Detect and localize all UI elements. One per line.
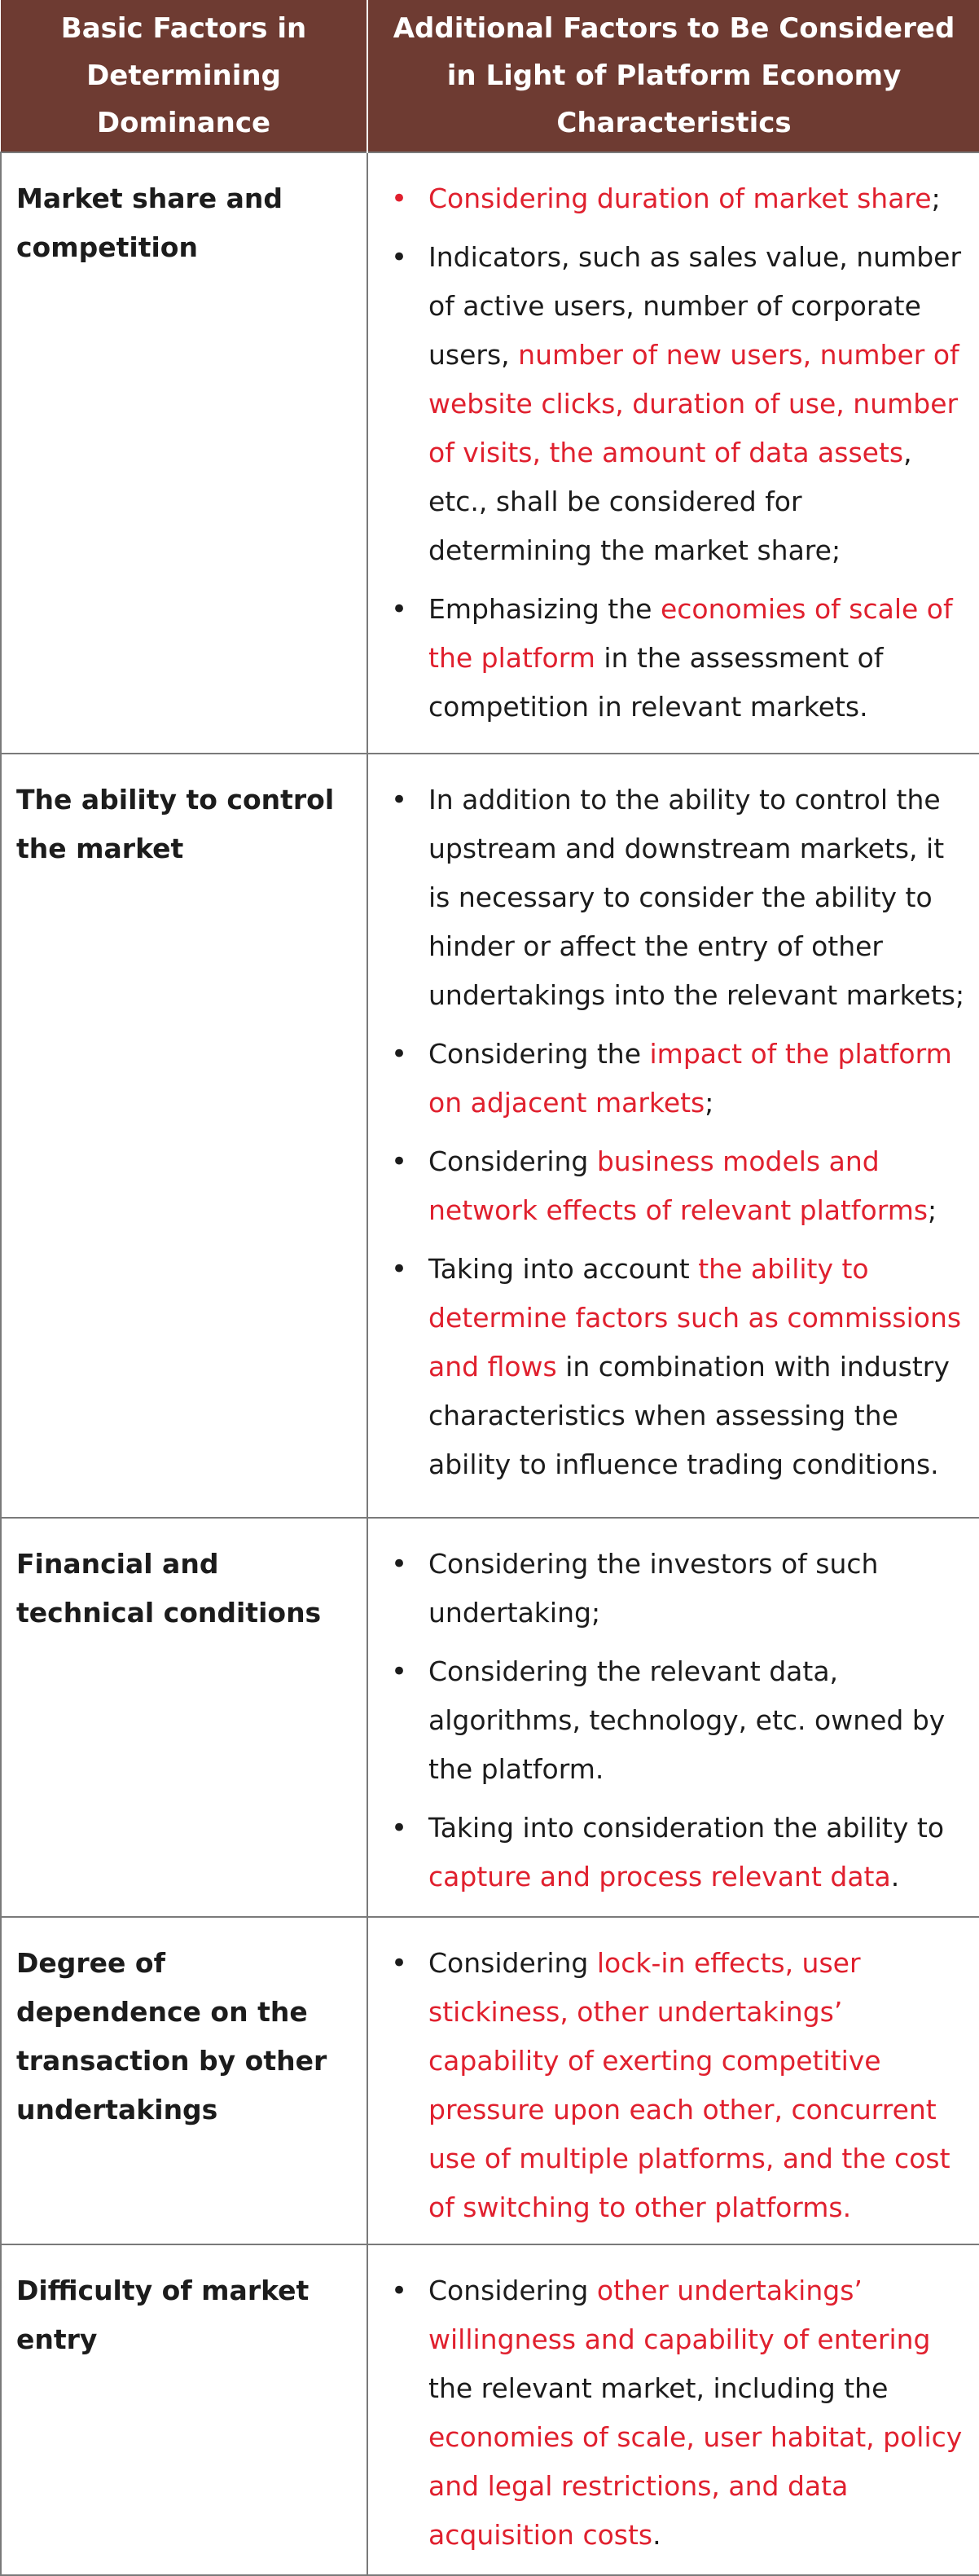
highlighted-text: business models and network effects of relevant platforms: [428, 1145, 929, 1226]
table-row: [1, 1518, 979, 1917]
table-row: [1, 1917, 979, 2244]
list-item: [368, 1540, 968, 1637]
bullet-icon: •: [390, 1812, 408, 1844]
item-text: in combination with industry characteristics when assessing the ability to influence trading conditions.: [428, 1351, 950, 1480]
bullet-list: [368, 1540, 968, 1901]
bullet-icon: •: [390, 2275, 408, 2307]
list-item: [368, 2266, 968, 2560]
additional-factors-cell: [367, 2244, 979, 2575]
highlighted-text: lock-in effects, user stickiness, other undertakings’ capability of exerting competitive pressure upon each other, concurrent use of multiple platforms, and the cost of switching to other platforms.: [428, 1947, 950, 2223]
header-basic-factors: Basic Factors in Determining Dominance: [1, 0, 367, 152]
list-item: [368, 174, 968, 223]
list-item: [368, 233, 968, 575]
table-row: [1, 754, 979, 1518]
table-body: [1, 152, 979, 2575]
list-item: [368, 1137, 968, 1235]
basic-factor-cell: Market share and competition: [1, 152, 367, 754]
list-item: [368, 1030, 968, 1128]
highlighted-text: other undertakings’ willingness and capability of entering: [428, 2275, 931, 2355]
highlighted-text: number of new users, number of website clicks, duration of use, number of visits, the amount of data assets: [428, 339, 959, 468]
additional-factors-cell: [367, 1917, 979, 2244]
item-text: Considering the relevant data, algorithms, technology, etc. owned by the platform.: [428, 1655, 946, 1785]
item-text: In addition to the ability to control the upstream and downstream markets, it is necessary to consider the ability to hinder or affect the entry of other undertakings into the relevant markets;: [428, 784, 965, 1011]
basic-factor-cell: Financial and technical conditions: [1, 1518, 367, 1917]
bullet-list: [368, 174, 968, 732]
bullet-icon: •: [390, 1145, 408, 1178]
item-text: ;: [705, 1087, 714, 1119]
bullet-icon: •: [390, 1038, 408, 1070]
item-text: Considering the investors of such undertaking;: [428, 1548, 879, 1629]
basic-factor-cell: Degree of dependence on the transaction by other undertakings: [1, 1917, 367, 2244]
bullet-icon: •: [390, 1253, 408, 1286]
table-row: [1, 2244, 979, 2575]
item-text: in the assessment of competition in relevant markets.: [428, 642, 884, 723]
bullet-icon: •: [390, 1548, 408, 1580]
header-additional-factors: Additional Factors to Be Considered in Light of Platform Economy Characteristics: [367, 0, 979, 152]
item-text: Indicators, such as sales value, number of active users, number of corporate users,: [428, 241, 962, 371]
list-item: [368, 1245, 968, 1489]
item-text: Considering: [428, 1145, 597, 1177]
bullet-icon: •: [390, 182, 408, 215]
item-text: .: [890, 1861, 900, 1892]
bullet-list: [368, 1939, 968, 2232]
list-item: [368, 776, 968, 1020]
bullet-icon: •: [390, 1655, 408, 1688]
item-text: ;: [931, 182, 941, 214]
item-text: .: [652, 2519, 661, 2551]
item-text: the relevant market, including the: [428, 2372, 889, 2404]
bullet-icon: •: [390, 593, 408, 626]
item-text: Considering the: [428, 1038, 650, 1070]
additional-factors-cell: [367, 1518, 979, 1917]
highlighted-text: economies of scale of the platform: [428, 593, 953, 674]
list-item: [368, 1647, 968, 1794]
table-header-row: [1, 0, 979, 152]
highlighted-text: economies of scale, user habitat, policy and legal restrictions, and data acquisition costs: [428, 2421, 963, 2551]
item-text: Considering: [428, 2275, 597, 2306]
bullet-icon: •: [390, 1947, 408, 1980]
highlighted-text: impact of the platform on adjacent markets: [428, 1038, 952, 1119]
additional-factors-cell: [367, 152, 979, 754]
list-item: [368, 1939, 968, 2232]
bullet-list: [368, 776, 968, 1489]
bullet-list: [368, 2266, 968, 2560]
highlighted-text: capture and process relevant data: [428, 1861, 891, 1892]
table-row: [1, 152, 979, 754]
basic-factor-cell: Difficulty of market entry: [1, 2244, 367, 2575]
highlighted-text: the ability to determine factors such as commissions and flows: [428, 1253, 962, 1383]
basic-factor-cell: The ability to control the market: [1, 754, 367, 1518]
item-text: Considering: [428, 1947, 597, 1979]
highlighted-text: Considering duration of market share: [428, 182, 932, 214]
list-item: [368, 585, 968, 732]
additional-factors-cell: [367, 754, 979, 1518]
item-text: ;: [928, 1194, 937, 1226]
bullet-icon: •: [390, 784, 408, 816]
item-text: Taking into account: [428, 1253, 699, 1285]
bullet-icon: •: [390, 241, 408, 274]
item-text: Taking into consideration the ability to: [428, 1812, 945, 1844]
list-item: [368, 1804, 968, 1901]
item-text: , etc., shall be considered for determining the market share;: [428, 437, 912, 566]
item-text: Emphasizing the: [428, 593, 661, 625]
